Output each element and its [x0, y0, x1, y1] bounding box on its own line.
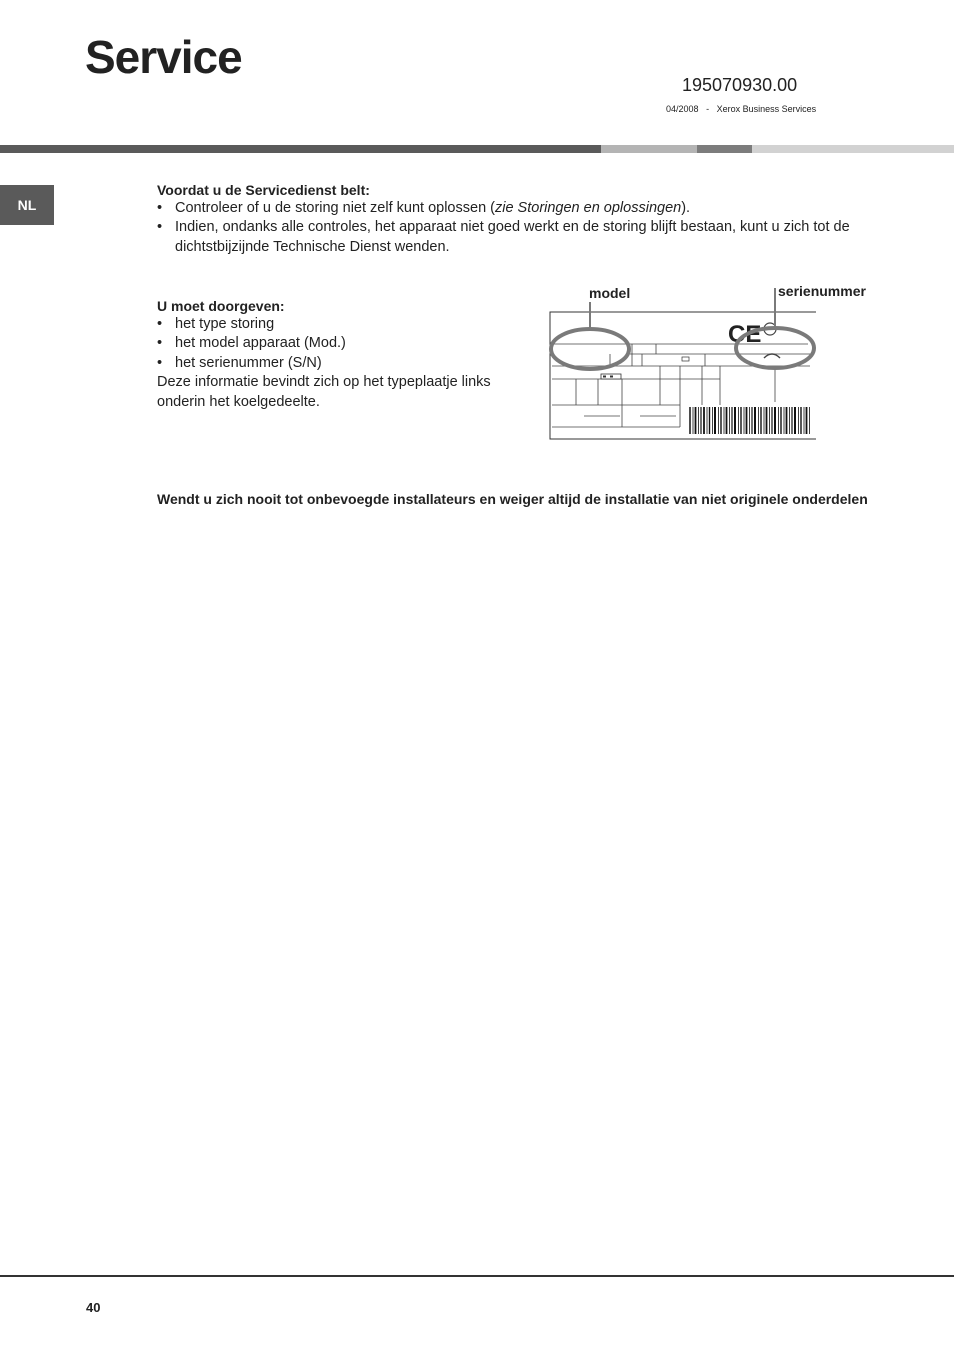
before-call-heading: Voordat u de Servicedienst belt:	[157, 182, 370, 198]
header-band-mid	[697, 145, 752, 153]
provide-section	[157, 298, 507, 412]
footer-rule	[0, 1275, 954, 1277]
model-highlight-ellipse	[551, 329, 629, 369]
list-item: • Controleer of u de storing niet zelf kunt oplossen (zie Storingen en oplossingen).	[157, 199, 892, 218]
page-number: 40	[86, 1300, 101, 1315]
barcode-icon	[690, 407, 810, 434]
header-band-dark	[0, 145, 601, 153]
document-publisher: Xerox Business Services	[716, 104, 817, 114]
before-call-list	[157, 199, 892, 257]
list-item: • het type storing	[157, 315, 507, 334]
list-item: • Indien, ondanks alle controles, het apparaat niet goed werkt en de storing blijft bestaan, kunt u zich tot de dichtstbijzijnde Technische Dienst wenden.	[157, 218, 892, 257]
provide-heading: U moet doorgeven:	[157, 298, 285, 314]
plug-icon	[764, 354, 780, 358]
rating-plate-illustration	[540, 280, 830, 450]
list-item: • het model apparaat (Mod.)	[157, 334, 507, 353]
serial-callout-label: serienummer	[778, 283, 866, 299]
header-band-lightest	[752, 145, 954, 153]
meta-separator: -	[706, 104, 710, 114]
document-date: 04/2008	[666, 104, 699, 114]
language-tab: NL	[0, 185, 54, 225]
before-call-section	[157, 182, 892, 257]
header-band-light	[601, 145, 697, 153]
page-title: Service	[85, 31, 242, 83]
serial-highlight-ellipse	[736, 328, 814, 368]
warning-text: Wendt u zich nooit tot onbevoegde installateurs en weiger altijd de installatie van niet originele onderdelen	[157, 491, 868, 507]
ce-mark-icon: CE	[728, 321, 762, 348]
plate-location-note: Deze informatie bevindt zich op het typeplaatje links onderin het koelgedeelte.	[157, 374, 491, 410]
provide-list	[157, 315, 507, 373]
model-callout-label: model	[589, 285, 631, 301]
document-code: 195070930.00	[682, 75, 798, 95]
document-meta	[666, 104, 816, 114]
list-item: • het serienummer (S/N)	[157, 354, 507, 373]
cross-reference: zie Storingen en oplossingen	[494, 200, 682, 216]
